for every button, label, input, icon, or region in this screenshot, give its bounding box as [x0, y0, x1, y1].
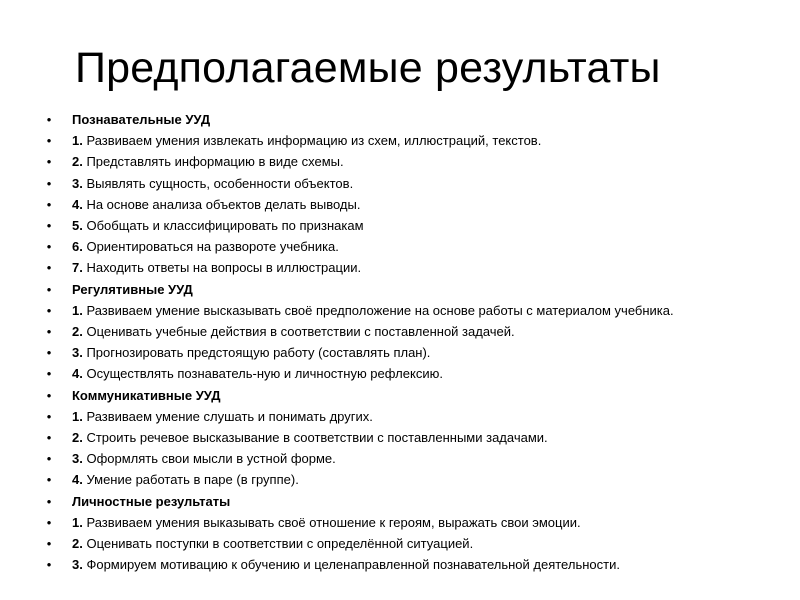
- bullet-icon: •: [46, 557, 52, 573]
- item-text: Развиваем умение слушать и понимать других.: [82, 408, 373, 424]
- bullet-icon: •: [46, 218, 52, 234]
- item-number: 2.: [72, 430, 83, 446]
- section-title: Коммуникативные УУД: [72, 387, 221, 403]
- item-text: На основе анализа объектов делать выводы.: [82, 196, 361, 212]
- bullet-icon: •: [46, 366, 52, 382]
- list-item: [0, 343, 800, 363]
- item-text: Строить речевое высказывание в соответствии с поставленными задачами.: [82, 430, 548, 446]
- item-number: 2.: [72, 324, 83, 340]
- section-heading: [0, 492, 800, 512]
- bullet-icon: •: [46, 536, 52, 552]
- item-text: Прогнозировать предстоящую работу (составлять план).: [82, 345, 431, 361]
- bullet-icon: •: [46, 408, 52, 424]
- item-text: Оформлять свои мысли в устной форме.: [82, 451, 336, 467]
- bullet-icon: •: [46, 175, 52, 191]
- item-number: 4.: [72, 196, 83, 212]
- item-number: 3.: [72, 451, 83, 467]
- bullet-icon: •: [46, 154, 52, 170]
- bullet-icon: •: [46, 196, 52, 212]
- bullet-icon: •: [46, 493, 52, 509]
- list-item: [0, 407, 800, 427]
- section-heading: [0, 110, 800, 130]
- item-number: 1.: [72, 133, 83, 149]
- bullet-icon: •: [46, 472, 52, 488]
- item-text: Обобщать и классифицировать по признакам: [82, 218, 364, 234]
- bullet-icon: •: [46, 451, 52, 467]
- bullet-icon: •: [46, 387, 52, 403]
- list-item: [0, 470, 800, 490]
- item-number: 2.: [72, 154, 83, 170]
- list-item: [0, 258, 800, 278]
- list-item: [0, 428, 800, 448]
- item-text: Развиваем умения извлекать информацию из схем, иллюстраций, текстов.: [82, 133, 542, 149]
- bullet-icon: •: [46, 239, 52, 255]
- item-text: Оценивать поступки в соответствии с определённой ситуацией.: [82, 536, 474, 552]
- item-number: 3.: [72, 345, 83, 361]
- item-number: 1.: [72, 302, 83, 318]
- list-item: [0, 216, 800, 236]
- item-number: 1.: [72, 514, 83, 530]
- item-text: Формируем мотивацию к обучению и целенаправленной познавательной деятельности.: [82, 557, 620, 573]
- item-number: 1.: [72, 408, 83, 424]
- list-item: [0, 513, 800, 533]
- list-item: [0, 131, 800, 151]
- bullet-icon: •: [46, 281, 52, 297]
- section-title: Регулятивные УУД: [72, 281, 193, 297]
- list-item: [0, 195, 800, 215]
- list-item: [0, 237, 800, 257]
- item-number: 6.: [72, 239, 83, 255]
- list-item: [0, 322, 800, 342]
- item-number: 4.: [72, 472, 83, 488]
- section-title: Личностные результаты: [72, 493, 231, 509]
- item-number: 7.: [72, 260, 83, 276]
- item-text: Умение работать в паре (в группе).: [82, 472, 299, 488]
- bullet-icon: •: [46, 302, 52, 318]
- bullet-icon: •: [46, 260, 52, 276]
- item-number: 4.: [72, 366, 83, 382]
- item-number: 3.: [72, 175, 83, 191]
- section-title: Познавательные УУД: [72, 112, 211, 127]
- bullet-icon: •: [46, 430, 52, 446]
- item-text: Ориентироваться на развороте учебника.: [82, 239, 339, 255]
- list-item: [0, 449, 800, 469]
- slide-title: Предполагаемые результаты: [75, 44, 661, 92]
- item-number: 5.: [72, 218, 83, 234]
- item-text: Представлять информацию в виде схемы.: [82, 154, 344, 170]
- bullet-icon: •: [46, 133, 52, 149]
- list-item: [0, 301, 800, 321]
- bullet-icon: •: [46, 345, 52, 361]
- list-item: [0, 555, 800, 575]
- results-list: [0, 110, 800, 576]
- item-text: Оценивать учебные действия в соответствии с поставленной задачей.: [82, 324, 515, 340]
- item-text: Развиваем умение высказывать своё предположение на основе работы с материалом учебника.: [82, 302, 674, 318]
- item-text: Выявлять сущность, особенности объектов.: [82, 175, 354, 191]
- item-text: Находить ответы на вопросы в иллюстрации.: [82, 260, 362, 276]
- item-number: 3.: [72, 557, 83, 573]
- list-item: [0, 152, 800, 172]
- bullet-icon: •: [46, 112, 52, 127]
- list-item: [0, 364, 800, 384]
- list-item: [0, 534, 800, 554]
- bullet-icon: •: [46, 324, 52, 340]
- list-item: [0, 174, 800, 194]
- item-text: Развиваем умения выказывать своё отношение к героям, выражать свои эмоции.: [82, 514, 581, 530]
- item-text: Осуществлять познаватель-ную и личностную рефлексию.: [82, 366, 443, 382]
- section-heading: [0, 386, 800, 406]
- bullet-icon: •: [46, 514, 52, 530]
- section-heading: [0, 280, 800, 300]
- item-number: 2.: [72, 536, 83, 552]
